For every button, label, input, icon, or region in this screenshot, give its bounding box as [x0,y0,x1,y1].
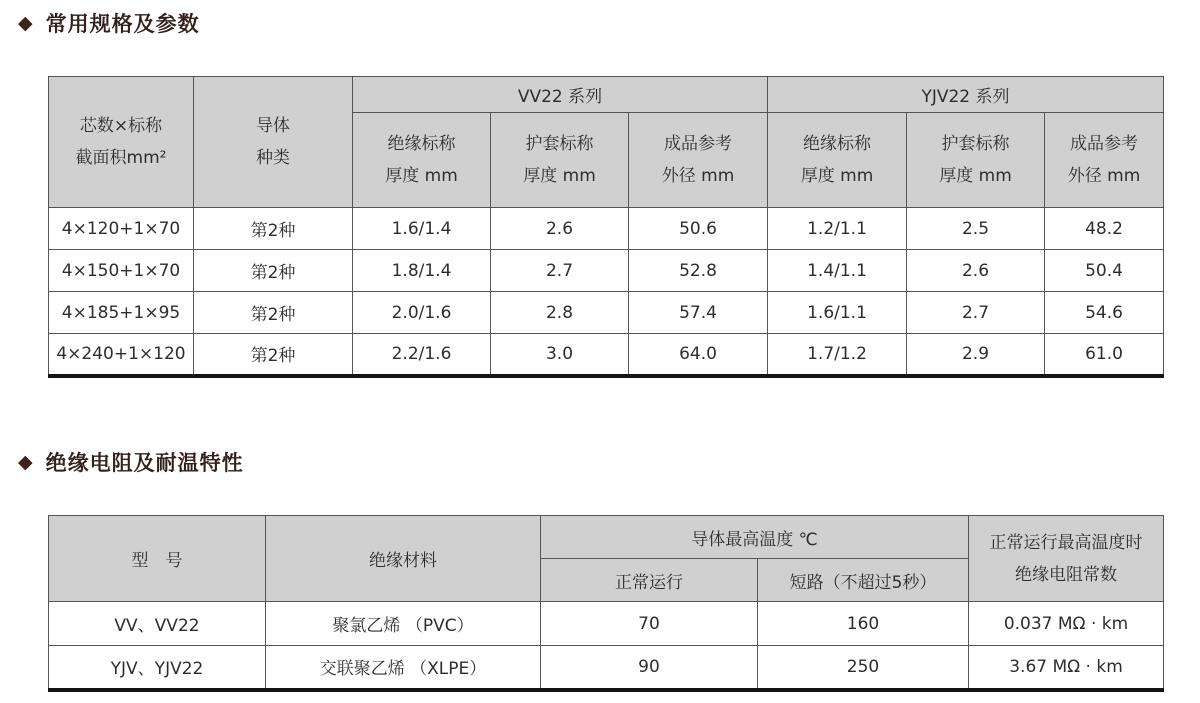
value-cell: 2.0/1.6 [353,292,491,334]
conductor-cell: 第2种 [194,334,353,376]
material-header-cell: 绝缘材料 [266,516,541,602]
value-cell: 1.2/1.1 [768,208,907,250]
value-cell: 2.6 [907,250,1045,292]
group-header-yjv22: YJV22 系列 [768,77,1164,113]
value-cell: 48.2 [1045,208,1164,250]
spec-header-cell [49,77,194,208]
value-cell: 2.7 [491,250,629,292]
conductor-cell: 第2种 [194,208,353,250]
value-cell: 1.8/1.4 [353,250,491,292]
conductor-header-line1: 导体 [256,116,290,136]
diamond-bullet-icon: ◆ [18,11,34,34]
subheader-short-circuit: 短路（不超过5秒） [758,559,969,602]
subheader-diameter-yjv22 [1045,113,1164,208]
subheader-line: 厚度 mm [523,166,596,186]
subheader-normal-operation: 正常运行 [541,559,758,602]
value-cell: 2.7 [907,292,1045,334]
value-cell: 52.8 [629,250,768,292]
subheader-line: 厚度 mm [939,166,1012,186]
model-header-cell: 型 号 [49,516,266,602]
conductor-header-cell [194,77,353,208]
conductor-cell: 第2种 [194,292,353,334]
table-row [49,602,1164,646]
value-cell: 3.67 MΩ · km [969,646,1164,690]
subheader-insulation-yjv22 [768,113,907,208]
subheader-line: 外径 mm [1067,166,1141,186]
subheader-line: 绝缘标称 [803,134,871,154]
value-cell: 61.0 [1045,334,1164,376]
insulation-temperature-table [48,515,1164,692]
value-cell: 1.7/1.2 [768,334,907,376]
spec-cell: 4×150+1×70 [49,250,194,292]
value-cell: 2.5 [907,208,1045,250]
section1-title: 常用规格及参数 [45,12,200,36]
value-cell: 2.9 [907,334,1045,376]
diamond-bullet-icon: ◆ [18,450,34,473]
spec-parameters-table [48,76,1164,378]
value-cell: 50.6 [629,208,768,250]
table-row [49,250,1164,292]
resistance-header-line2: 绝缘电阻常数 [1015,564,1117,585]
group-header-row [49,516,1164,559]
material-cell: 交联聚乙烯 （XLPE） [266,646,541,690]
conductor-header-line2: 种类 [256,148,290,168]
resistance-header-cell [969,516,1164,602]
value-cell: 2.2/1.6 [353,334,491,376]
value-cell: 54.6 [1045,292,1164,334]
value-cell: 90 [541,646,758,690]
value-cell: 64.0 [629,334,768,376]
value-cell: 250 [758,646,969,690]
section2-title: 绝缘电阻及耐温特性 [45,451,244,475]
material-cell: 聚氯乙烯 （PVC） [266,602,541,646]
value-cell: 57.4 [629,292,768,334]
section2-heading [18,447,244,477]
value-cell: 0.037 MΩ · km [969,602,1164,646]
value-cell: 1.6/1.4 [353,208,491,250]
value-cell: 50.4 [1045,250,1164,292]
value-cell: 2.8 [491,292,629,334]
value-cell: 1.4/1.1 [768,250,907,292]
spec-header-line1: 芯数×标称 [79,116,163,136]
subheader-line: 厚度 mm [800,166,874,186]
value-cell: 70 [541,602,758,646]
value-cell: 1.6/1.1 [768,292,907,334]
model-cell: YJV、YJV22 [49,646,266,690]
group-header-vv22: VV22 系列 [353,77,768,113]
subheader-line: 外径 mm [661,166,735,186]
group-header-row [49,77,1164,113]
subheader-line: 绝缘标称 [387,134,456,154]
subheader-line: 护套标称 [525,134,594,154]
subheader-line: 厚度 mm [385,166,458,186]
temp-group-header-cell: 导体最高温度 ℃ [541,516,969,559]
resistance-header-line1: 正常运行最高温度时 [989,532,1143,553]
section1-heading [18,8,200,38]
value-cell: 3.0 [491,334,629,376]
spec-cell: 4×120+1×70 [49,208,194,250]
table-row [49,292,1164,334]
conductor-cell: 第2种 [194,250,353,292]
model-cell: VV、VV22 [49,602,266,646]
table-row [49,646,1164,690]
subheader-line: 成品参考 [664,134,732,154]
value-cell: 2.6 [491,208,629,250]
value-cell: 160 [758,602,969,646]
subheader-line: 成品参考 [1070,134,1139,154]
table-row [49,208,1164,250]
spec-header-line2: 截面积mm² [75,148,167,168]
table-row [49,334,1164,376]
subheader-insulation-vv22 [353,113,491,208]
subheader-sheath-vv22 [491,113,629,208]
subheader-sheath-yjv22 [907,113,1045,208]
subheader-line: 护套标称 [941,134,1010,154]
spec-cell: 4×185+1×95 [49,292,194,334]
spec-cell: 4×240+1×120 [49,334,194,376]
subheader-diameter-vv22 [629,113,768,208]
